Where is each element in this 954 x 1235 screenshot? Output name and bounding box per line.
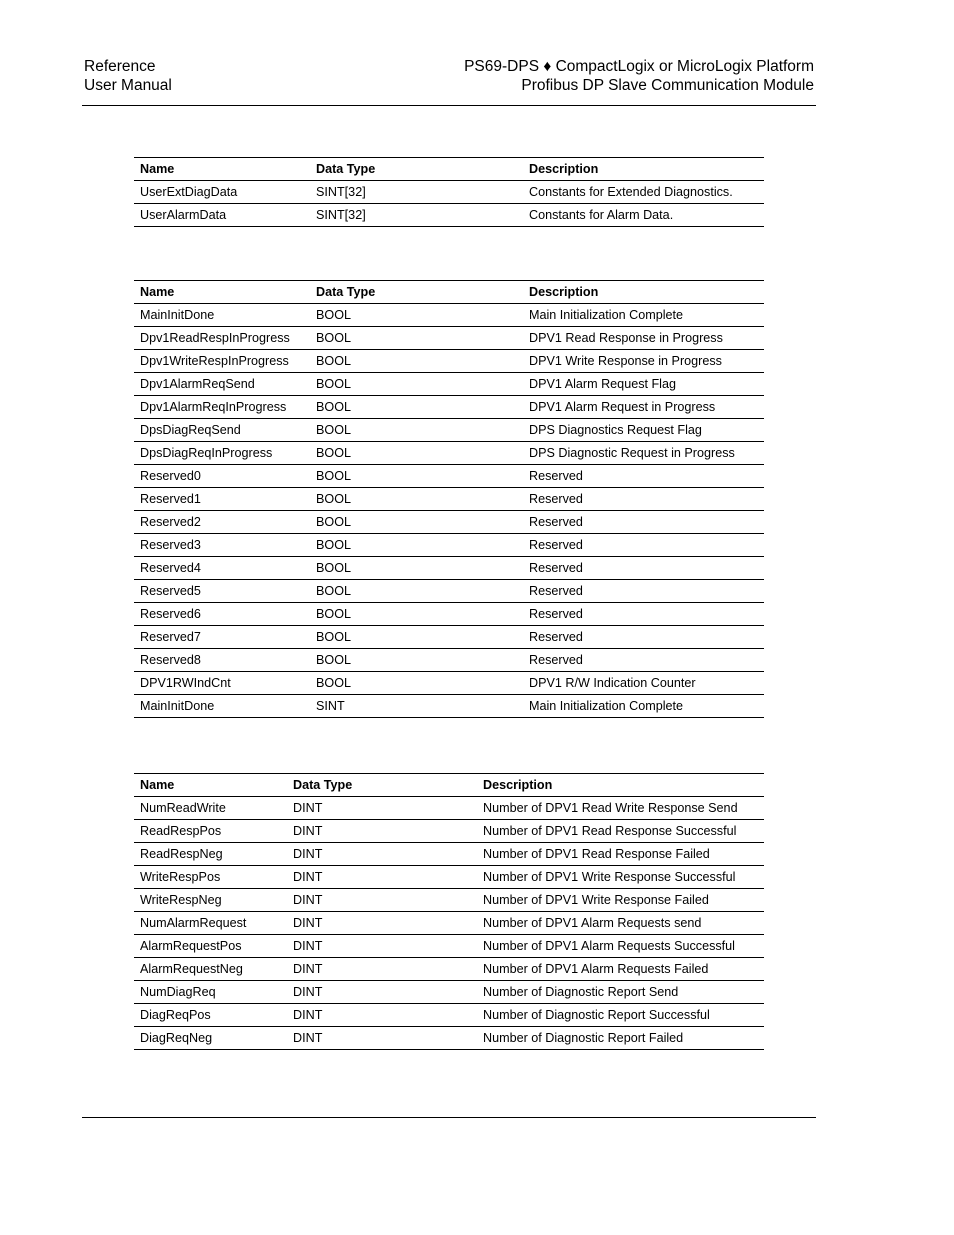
data-type-cell: DINT — [287, 820, 477, 843]
data-type-cell: SINT[32] — [310, 181, 523, 204]
description-cell: Number of DPV1 Read Write Response Send — [477, 797, 764, 820]
name-cell: ReadRespNeg — [134, 843, 287, 866]
table-row — [134, 204, 764, 227]
name-cell: UserExtDiagData — [134, 181, 310, 204]
description-cell: Reserved — [523, 488, 764, 511]
name-cell: Reserved1 — [134, 488, 310, 511]
data-type-cell: BOOL — [310, 442, 523, 465]
table-row — [134, 580, 764, 603]
description-cell: Reserved — [523, 626, 764, 649]
name-cell: Reserved3 — [134, 534, 310, 557]
table-row — [134, 820, 764, 843]
column-header-data-type: Data Type — [287, 774, 477, 797]
name-cell: WriteRespNeg — [134, 889, 287, 912]
status-flags-table — [134, 280, 764, 718]
data-type-cell: DINT — [287, 866, 477, 889]
description-cell: Main Initialization Complete — [523, 304, 764, 327]
name-cell: DPV1RWIndCnt — [134, 672, 310, 695]
column-header-name: Name — [134, 281, 310, 304]
data-type-cell: SINT — [310, 695, 523, 718]
description-cell: DPS Diagnostic Request in Progress — [523, 442, 764, 465]
description-cell: Number of DPV1 Alarm Requests send — [477, 912, 764, 935]
table-row — [134, 534, 764, 557]
name-cell: ReadRespPos — [134, 820, 287, 843]
table-row — [134, 672, 764, 695]
table-row — [134, 327, 764, 350]
name-cell: NumAlarmRequest — [134, 912, 287, 935]
table-row — [134, 912, 764, 935]
name-cell: Reserved4 — [134, 557, 310, 580]
data-type-cell: BOOL — [310, 396, 523, 419]
description-cell: Reserved — [523, 649, 764, 672]
data-type-cell: BOOL — [310, 419, 523, 442]
description-cell: DPV1 Write Response in Progress — [523, 350, 764, 373]
table-row — [134, 958, 764, 981]
name-cell: DiagReqNeg — [134, 1027, 287, 1050]
description-cell: Constants for Extended Diagnostics. — [523, 181, 764, 204]
table-row — [134, 649, 764, 672]
header-user-manual: User Manual — [84, 77, 172, 94]
table-row — [134, 465, 764, 488]
description-cell: Constants for Alarm Data. — [523, 204, 764, 227]
name-cell: WriteRespPos — [134, 866, 287, 889]
column-header-data-type: Data Type — [310, 158, 523, 181]
table-row — [134, 1004, 764, 1027]
description-cell: DPS Diagnostics Request Flag — [523, 419, 764, 442]
data-type-cell: BOOL — [310, 603, 523, 626]
header-rule — [82, 105, 816, 106]
column-header-description: Description — [523, 281, 764, 304]
name-cell: Reserved5 — [134, 580, 310, 603]
table-row — [134, 181, 764, 204]
header-right — [464, 57, 814, 95]
table-row — [134, 304, 764, 327]
data-type-cell: BOOL — [310, 626, 523, 649]
description-cell: Number of DPV1 Write Response Successful — [477, 866, 764, 889]
data-type-cell: DINT — [287, 843, 477, 866]
data-type-cell: BOOL — [310, 373, 523, 396]
counters-table — [134, 773, 764, 1050]
description-cell: Reserved — [523, 534, 764, 557]
name-cell: Dpv1AlarmReqSend — [134, 373, 310, 396]
table-row — [134, 626, 764, 649]
data-type-cell: DINT — [287, 1027, 477, 1050]
table-row — [134, 396, 764, 419]
table-row — [134, 981, 764, 1004]
description-cell: Number of DPV1 Read Response Failed — [477, 843, 764, 866]
table-row — [134, 889, 764, 912]
data-type-cell: DINT — [287, 958, 477, 981]
data-type-cell: DINT — [287, 912, 477, 935]
header-left — [84, 57, 172, 95]
description-cell: Reserved — [523, 580, 764, 603]
table-header-row — [134, 281, 764, 304]
name-cell: Reserved2 — [134, 511, 310, 534]
name-cell: AlarmRequestNeg — [134, 958, 287, 981]
header-module-title: Profibus DP Slave Communication Module — [521, 77, 814, 94]
table-row — [134, 350, 764, 373]
description-cell: Number of Diagnostic Report Send — [477, 981, 764, 1004]
description-cell: Reserved — [523, 603, 764, 626]
table-row — [134, 488, 764, 511]
data-type-cell: BOOL — [310, 557, 523, 580]
data-type-cell: BOOL — [310, 304, 523, 327]
description-cell: DPV1 Alarm Request in Progress — [523, 396, 764, 419]
table-row — [134, 866, 764, 889]
name-cell: Dpv1WriteRespInProgress — [134, 350, 310, 373]
table-row — [134, 511, 764, 534]
data-type-cell: BOOL — [310, 327, 523, 350]
table-row — [134, 557, 764, 580]
data-type-cell: BOOL — [310, 465, 523, 488]
column-header-name: Name — [134, 158, 310, 181]
data-type-cell: BOOL — [310, 534, 523, 557]
data-type-cell: DINT — [287, 981, 477, 1004]
description-cell: Reserved — [523, 465, 764, 488]
table-header-row — [134, 158, 764, 181]
name-cell: Dpv1AlarmReqInProgress — [134, 396, 310, 419]
column-header-name: Name — [134, 774, 287, 797]
table-row — [134, 935, 764, 958]
data-type-cell: DINT — [287, 889, 477, 912]
name-cell: MainInitDone — [134, 695, 310, 718]
header-reference: Reference — [84, 58, 156, 75]
name-cell: NumDiagReq — [134, 981, 287, 1004]
name-cell: Reserved8 — [134, 649, 310, 672]
data-type-cell: DINT — [287, 935, 477, 958]
data-type-cell: BOOL — [310, 511, 523, 534]
user-data-table — [134, 157, 764, 227]
description-cell: Number of DPV1 Alarm Requests Successful — [477, 935, 764, 958]
name-cell: Reserved7 — [134, 626, 310, 649]
data-type-cell: BOOL — [310, 672, 523, 695]
description-cell: Main Initialization Complete — [523, 695, 764, 718]
table-row — [134, 603, 764, 626]
column-header-description: Description — [477, 774, 764, 797]
data-type-cell: BOOL — [310, 580, 523, 603]
table-row — [134, 1027, 764, 1050]
name-cell: DpsDiagReqSend — [134, 419, 310, 442]
footer-rule — [82, 1117, 816, 1118]
description-cell: Number of DPV1 Write Response Failed — [477, 889, 764, 912]
name-cell: UserAlarmData — [134, 204, 310, 227]
data-type-cell: SINT[32] — [310, 204, 523, 227]
table-row — [134, 442, 764, 465]
description-cell: DPV1 Read Response in Progress — [523, 327, 764, 350]
header-product-title: PS69-DPS ♦ CompactLogix or MicroLogix Platform — [464, 58, 814, 75]
column-header-data-type: Data Type — [310, 281, 523, 304]
name-cell: DpsDiagReqInProgress — [134, 442, 310, 465]
description-cell: DPV1 R/W Indication Counter — [523, 672, 764, 695]
name-cell: AlarmRequestPos — [134, 935, 287, 958]
data-type-cell: BOOL — [310, 488, 523, 511]
description-cell: Number of DPV1 Read Response Successful — [477, 820, 764, 843]
description-cell: Number of Diagnostic Report Successful — [477, 1004, 764, 1027]
description-cell: Reserved — [523, 557, 764, 580]
data-type-cell: BOOL — [310, 649, 523, 672]
name-cell: Reserved0 — [134, 465, 310, 488]
name-cell: Reserved6 — [134, 603, 310, 626]
name-cell: MainInitDone — [134, 304, 310, 327]
column-header-description: Description — [523, 158, 764, 181]
description-cell: Reserved — [523, 511, 764, 534]
description-cell: Number of Diagnostic Report Failed — [477, 1027, 764, 1050]
table-header-row — [134, 774, 764, 797]
table-row — [134, 797, 764, 820]
name-cell: DiagReqPos — [134, 1004, 287, 1027]
table-row — [134, 373, 764, 396]
table-row — [134, 419, 764, 442]
table-row — [134, 695, 764, 718]
description-cell: DPV1 Alarm Request Flag — [523, 373, 764, 396]
name-cell: NumReadWrite — [134, 797, 287, 820]
description-cell: Number of DPV1 Alarm Requests Failed — [477, 958, 764, 981]
name-cell: Dpv1ReadRespInProgress — [134, 327, 310, 350]
data-type-cell: DINT — [287, 1004, 477, 1027]
data-type-cell: BOOL — [310, 350, 523, 373]
data-type-cell: DINT — [287, 797, 477, 820]
table-row — [134, 843, 764, 866]
